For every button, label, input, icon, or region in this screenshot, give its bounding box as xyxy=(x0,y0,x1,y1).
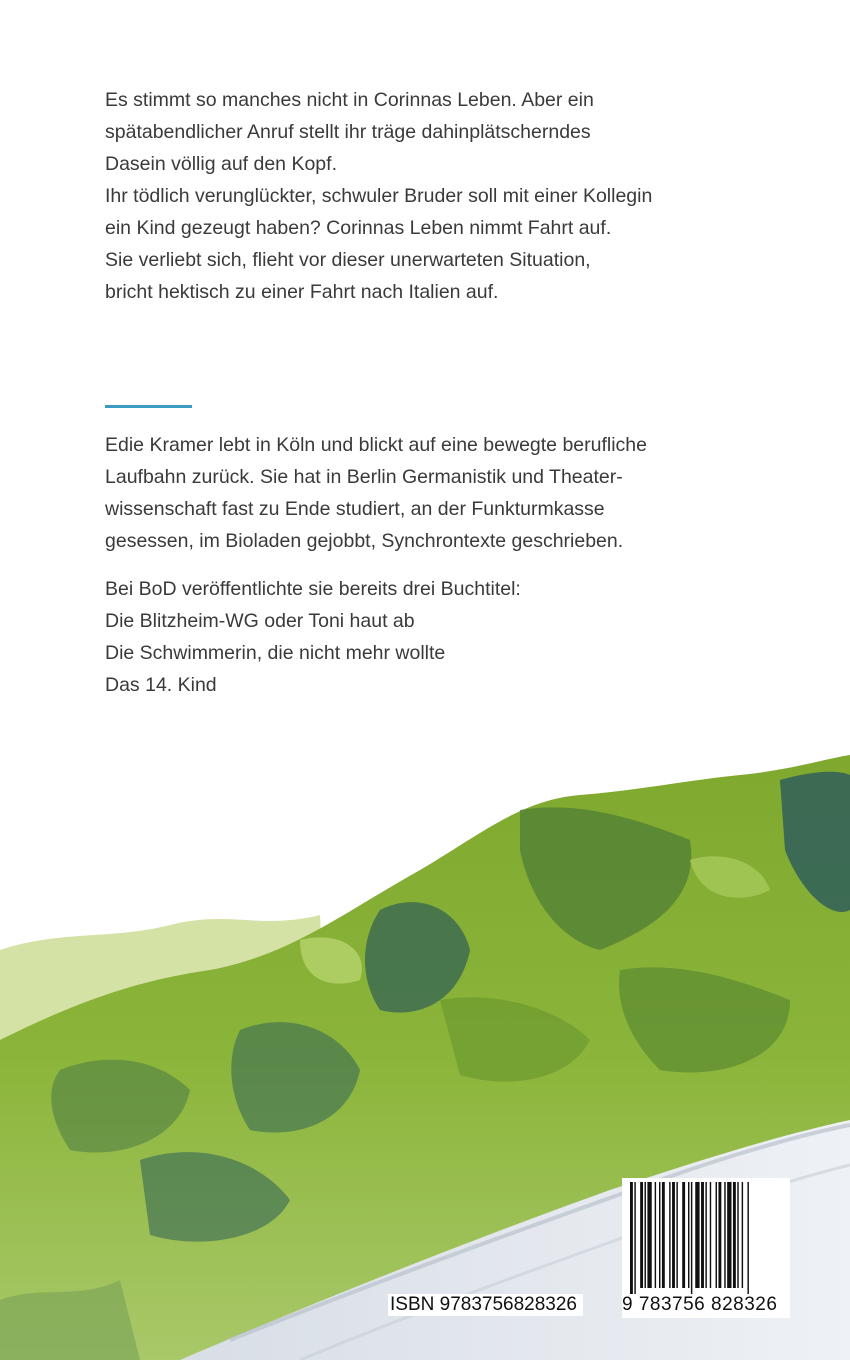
blurb-line: spätabendlicher Anruf stellt ihr träge dahinplätscherndes xyxy=(105,121,591,143)
barcode-bar xyxy=(705,1182,706,1288)
barcode-bar xyxy=(688,1182,689,1288)
barcode-bar xyxy=(640,1182,643,1288)
barcode-bar xyxy=(630,1182,633,1294)
barcode-bar xyxy=(662,1182,665,1288)
barcode-bar xyxy=(727,1182,731,1288)
blurb-line: Dasein völlig auf den Kopf. xyxy=(105,153,337,175)
barcode-bar xyxy=(718,1182,721,1288)
barcode-bar xyxy=(737,1182,738,1288)
barcode-digits: 9 783756 828326 xyxy=(622,1294,778,1315)
other-works xyxy=(105,573,765,701)
book-blurb xyxy=(105,84,745,308)
barcode-bar xyxy=(747,1182,748,1294)
barcode-bar xyxy=(672,1182,675,1288)
barcode-bar xyxy=(691,1182,692,1294)
barcode-bar xyxy=(742,1182,743,1288)
barcode-bar xyxy=(645,1182,646,1288)
barcode-bar xyxy=(647,1182,651,1288)
works-intro: Bei BoD veröffentlichte sie bereits drei Buchtitel: xyxy=(105,578,521,600)
bio-line: Edie Kramer lebt in Köln und blickt auf eine bewegte berufliche xyxy=(105,434,647,456)
author-bio xyxy=(105,429,765,557)
isbn-label: ISBN 9783756828326 xyxy=(388,1294,583,1316)
barcode-bar xyxy=(659,1182,660,1288)
work-title: Das 14. Kind xyxy=(105,674,217,696)
section-divider xyxy=(105,405,192,408)
barcode-bar xyxy=(676,1182,677,1288)
barcode-bars xyxy=(622,1178,790,1298)
work-title: Die Schwimmerin, die nicht mehr wollte xyxy=(105,642,446,664)
barcode-bar xyxy=(669,1182,670,1288)
barcode-bar xyxy=(716,1182,717,1288)
blurb-line: ein Kind gezeugt haben? Corinnas Leben nimmt Fahrt auf. xyxy=(105,217,612,239)
barcode xyxy=(622,1178,790,1318)
barcode-bar xyxy=(695,1182,699,1288)
bio-line: Laufbahn zurück. Sie hat in Berlin Germanistik und Theater- xyxy=(105,466,623,488)
work-title: Die Blitzheim-WG oder Toni haut ab xyxy=(105,610,415,632)
barcode-bar xyxy=(682,1182,685,1288)
barcode-bar xyxy=(634,1182,635,1294)
blurb-line: Sie verliebt sich, flieht vor dieser unerwarteten Situation, xyxy=(105,249,591,271)
blurb-line: Ihr tödlich verunglückter, schwuler Bruder soll mit einer Kollegin xyxy=(105,185,653,207)
bio-line: gesessen, im Bioladen gejobbt, Synchrontexte geschrieben. xyxy=(105,530,624,552)
barcode-bar xyxy=(724,1182,725,1288)
barcode-bar xyxy=(701,1182,704,1288)
blurb-line: Es stimmt so manches nicht in Corinnas Leben. Aber ein xyxy=(105,89,594,111)
bio-line: wissenschaft fast zu Ende studiert, an der Funkturmkasse xyxy=(105,498,605,520)
barcode-bar xyxy=(655,1182,656,1288)
barcode-bar xyxy=(710,1182,711,1288)
barcode-bar xyxy=(733,1182,736,1288)
blurb-line: bricht hektisch zu einer Fahrt nach Italien auf. xyxy=(105,281,499,303)
